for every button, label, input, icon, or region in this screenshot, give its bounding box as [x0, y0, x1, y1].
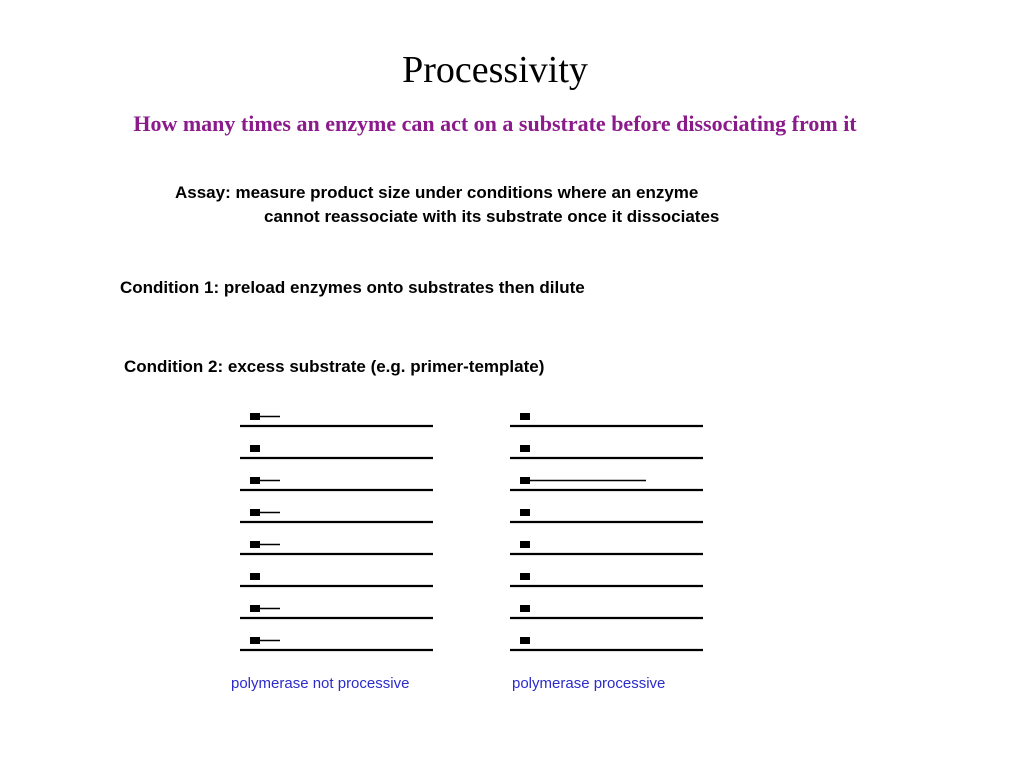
condition-1-text: Condition 1: preload enzymes onto substrates then dilute	[120, 278, 585, 297]
primer-block	[520, 573, 530, 580]
left-panel-not-processive	[240, 413, 433, 650]
primer-block	[250, 413, 260, 420]
primer-block	[520, 477, 530, 484]
primer-block	[520, 541, 530, 548]
primer-block	[520, 637, 530, 644]
primer-block	[520, 445, 530, 452]
primer-template-row	[240, 445, 433, 458]
primer-template-row	[240, 477, 433, 490]
primer-template-row	[240, 413, 433, 426]
primer-template-row	[510, 445, 703, 458]
caption-not-processive: polymerase not processive	[231, 675, 410, 692]
caption-processive: polymerase processive	[512, 675, 666, 692]
primer-template-row	[510, 573, 703, 586]
primer-template-row	[240, 509, 433, 522]
primer-template-row	[240, 637, 433, 650]
primer-template-row	[510, 477, 703, 490]
primer-template-row	[240, 541, 433, 554]
primer-template-row	[510, 541, 703, 554]
primer-block	[520, 605, 530, 612]
primer-template-row	[510, 509, 703, 522]
primer-block	[250, 541, 260, 548]
primer-template-row	[510, 637, 703, 650]
slide-title: Processivity	[402, 49, 588, 91]
primer-block	[520, 509, 530, 516]
primer-template-row	[240, 573, 433, 586]
primer-block	[250, 509, 260, 516]
primer-block	[250, 637, 260, 644]
primer-block	[250, 605, 260, 612]
assay-text-line2: cannot reassociate with its substrate once it dissociates	[264, 207, 720, 226]
assay-text-line1: Assay: measure product size under conditions where an enzyme	[175, 183, 699, 202]
primer-template-row	[510, 413, 703, 426]
primer-block	[520, 413, 530, 420]
primer-template-row	[510, 605, 703, 618]
primer-template-row	[240, 605, 433, 618]
right-panel-processive	[510, 413, 703, 650]
primer-block	[250, 445, 260, 452]
slide-subtitle: How many times an enzyme can act on a substrate before dissociating from it	[133, 111, 857, 136]
primer-block	[250, 477, 260, 484]
condition-2-text: Condition 2: excess substrate (e.g. primer-template)	[124, 357, 545, 376]
primer-block	[250, 573, 260, 580]
